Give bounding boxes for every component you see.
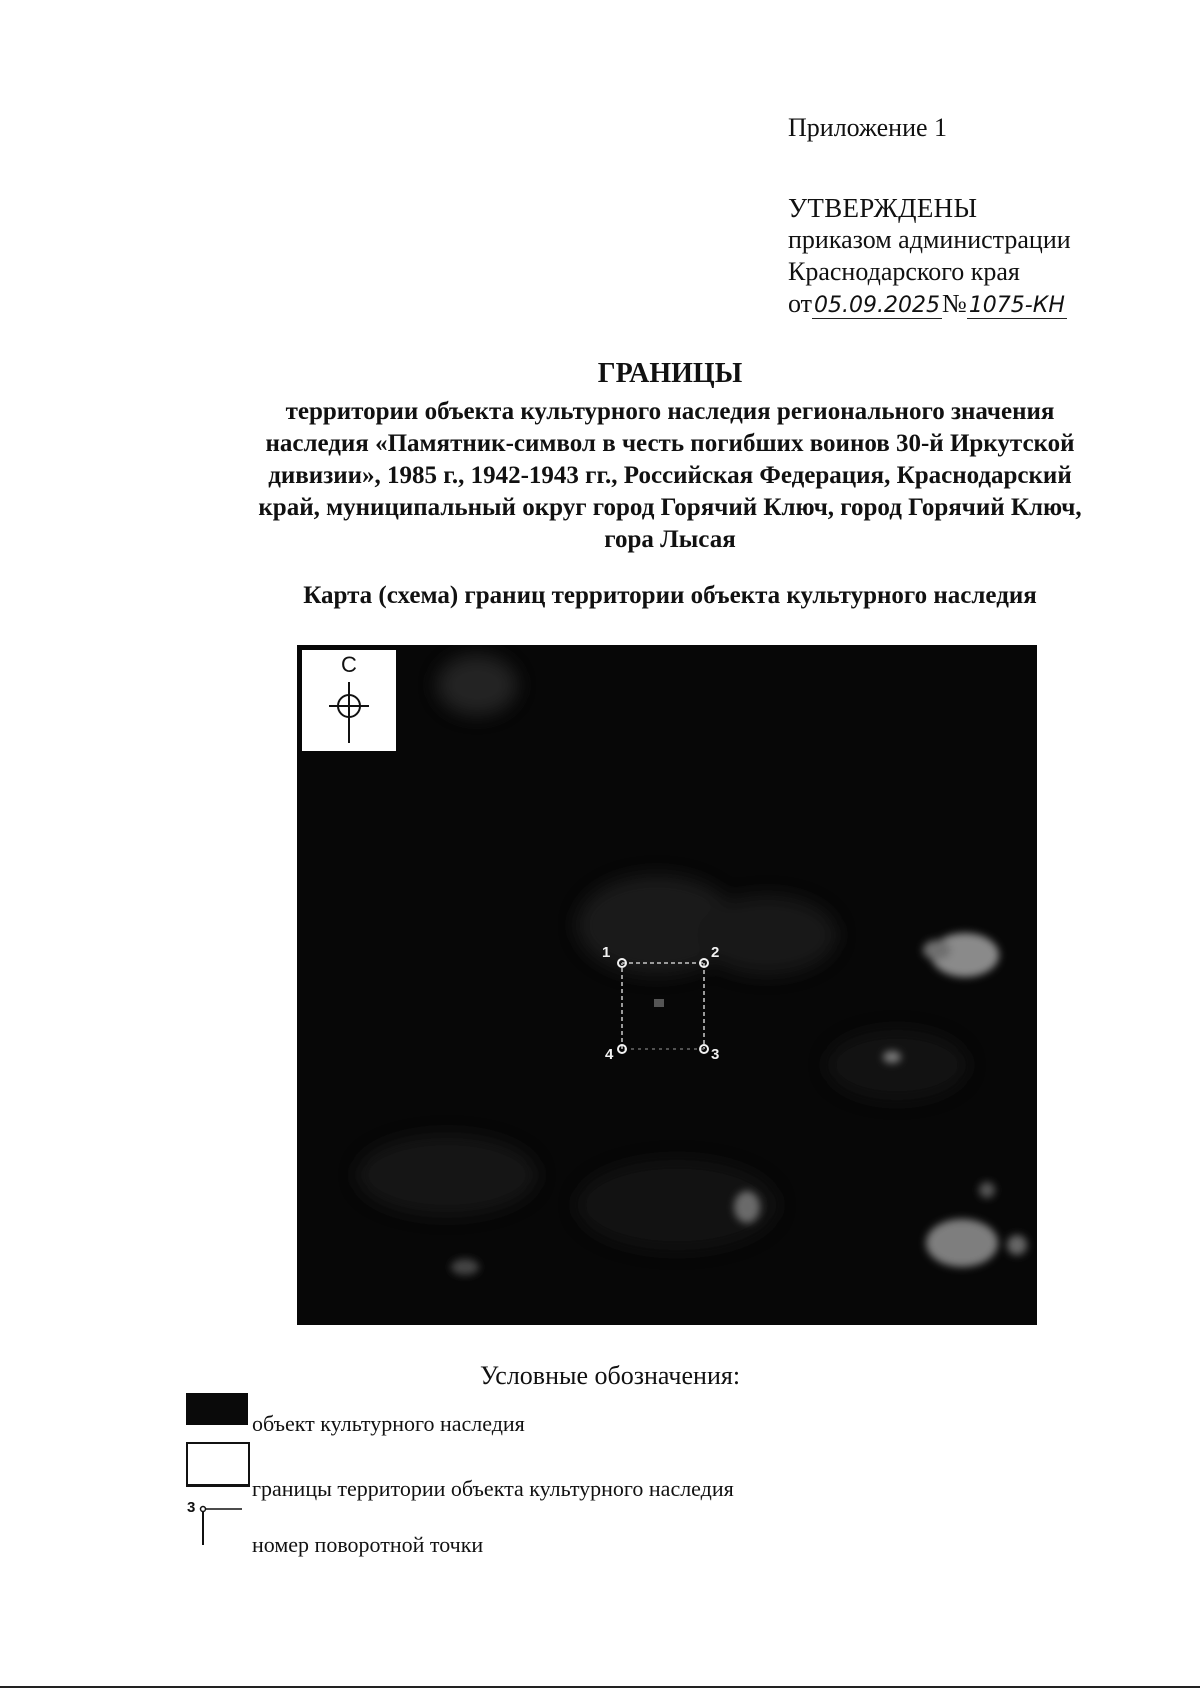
turning-point-label-1: 1	[602, 944, 611, 961]
turning-point-label-2: 2	[711, 944, 720, 961]
number-prefix: №	[942, 289, 967, 318]
legend-outline-swatch	[186, 1442, 250, 1487]
terrain-haze	[357, 655, 967, 1250]
map-caption: Карта (схема) границ территории объекта культурного наследия	[303, 582, 1037, 609]
approval-line-2: Краснодарского края	[788, 257, 1020, 286]
handwritten-date: 05.09.2025	[814, 293, 940, 318]
approval-line-1: приказом администрации	[788, 225, 1071, 254]
order-line	[788, 288, 1071, 320]
legend-fill-swatch	[186, 1393, 248, 1425]
turning-point-label-3: 3	[711, 1046, 720, 1063]
document-heading	[150, 358, 1190, 556]
north-label: С	[341, 652, 357, 677]
compass-icon	[302, 650, 396, 751]
legend-title: Условные обозначения:	[480, 1361, 741, 1390]
legend-label: номер поворотной точки	[252, 1532, 484, 1557]
document-subtitle: территории объекта культурного наследия регионального значения наследия «Памятник-символ в честь погибших воинов 30-й Иркутской дивизии», 1985 г., 1942-1943 гг., Российская Федерация, Краснодарский край, муниципальный округ город Горячий Ключ, город Горячий Ключ, гора Лысая	[258, 398, 1082, 553]
turning-point-label-4: 4	[605, 1046, 614, 1063]
handwritten-number: 1075-КН	[968, 293, 1065, 318]
appendix-label: Приложение 1	[788, 113, 948, 142]
legend-point-number: 3	[187, 1499, 196, 1516]
document-title: ГРАНИЦЫ	[597, 358, 743, 389]
legend-label: объект культурного наследия	[252, 1411, 525, 1436]
map-imagery	[297, 645, 1037, 1325]
turning-point-symbol-icon	[186, 1495, 250, 1555]
legend-label: границы территории объекта культурного наследия	[252, 1476, 734, 1501]
approval-block	[788, 112, 1071, 320]
date-prefix: от	[788, 289, 813, 318]
approved-heading: УТВЕРЖДЕНЫ	[788, 193, 978, 223]
boundary-polygon	[622, 963, 704, 1049]
map-scheme	[297, 645, 1037, 1325]
north-arrow	[302, 650, 396, 751]
bottom-rule	[0, 1686, 1200, 1688]
